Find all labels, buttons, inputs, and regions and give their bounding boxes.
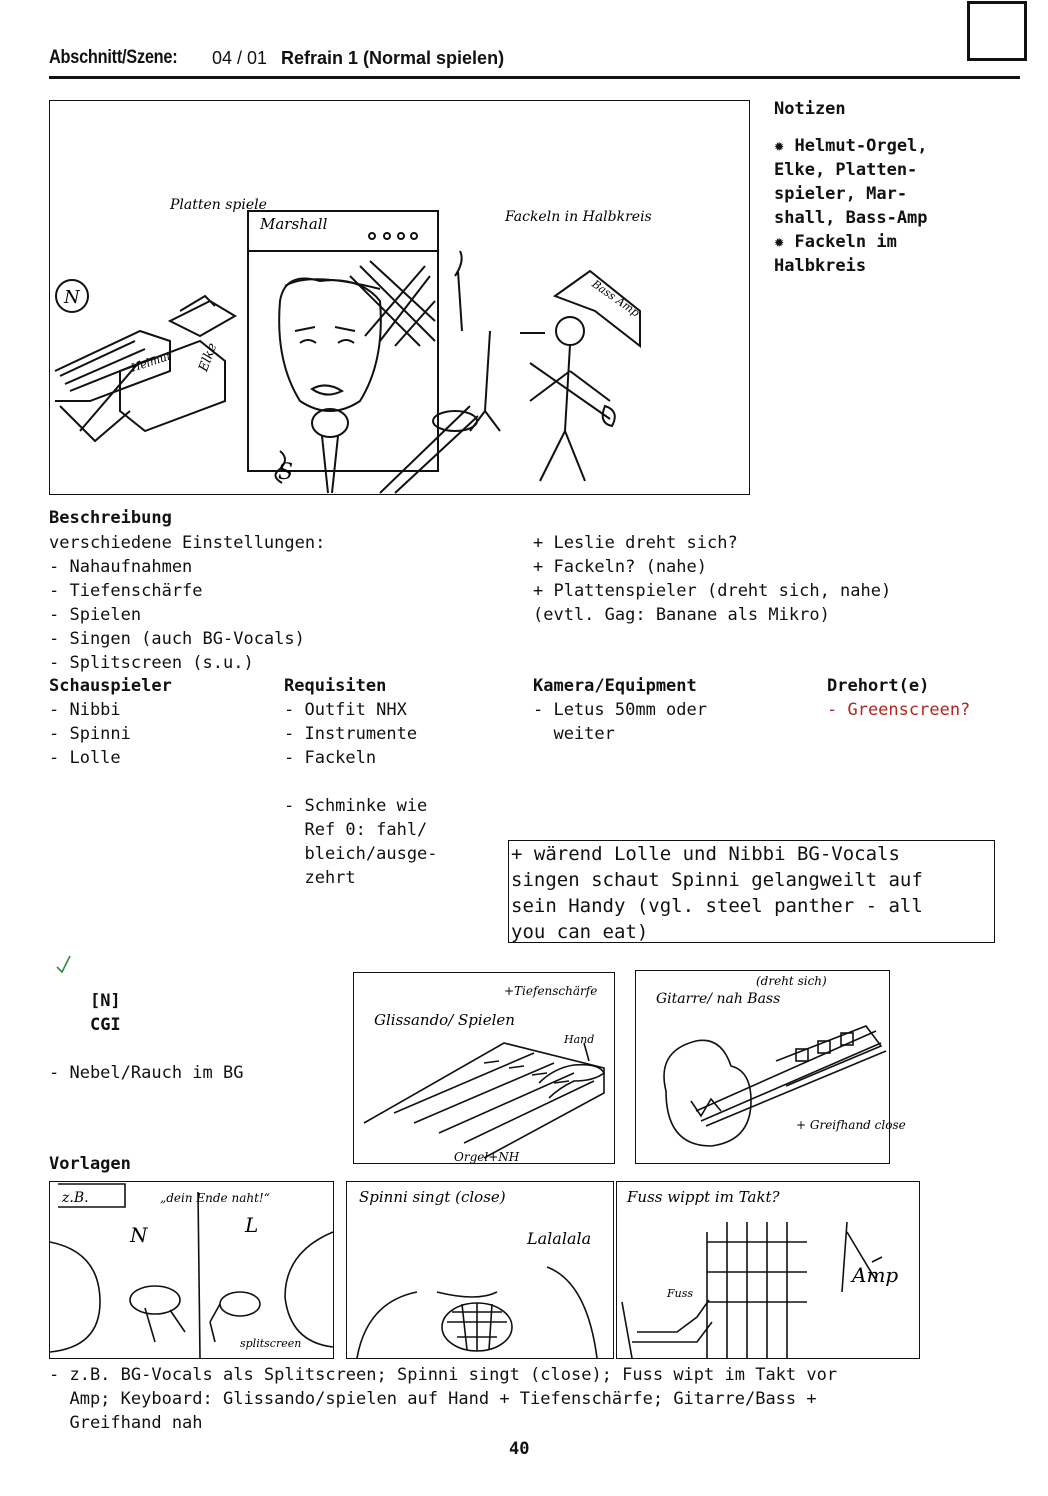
vorlagen-title: Vorlagen [49, 1154, 131, 1174]
splitscreen-sketch [49, 1181, 334, 1359]
beschreibung-line: + Fackeln? (nahe) [533, 557, 707, 577]
notizen-line: ✹ Fackeln im [774, 232, 897, 252]
cgi-item: - Nebel/Rauch im BG [49, 1063, 244, 1083]
beschreibung-line: + Plattenspieler (dreht sich, nahe) [533, 581, 892, 601]
beschreibung-line: - Splitscreen (s.u.) [49, 653, 254, 673]
beschreibung-line: - Nahaufnahmen [49, 557, 193, 577]
schauspieler-item: - Spinni [49, 724, 131, 744]
split-n-label: N [130, 1223, 148, 1247]
fuss-sketch [616, 1181, 920, 1359]
vorlagen-line: Greifhand nah [49, 1413, 203, 1433]
keyboard-tiefenschaerfe-label: +Tiefenschärfe [504, 984, 598, 998]
notizen-title: Notizen [774, 99, 846, 119]
label-marshall: Marshall [260, 215, 328, 233]
guitar-gitarre-label: Gitarre/ nah Bass [656, 991, 781, 1007]
corner-box [967, 1, 1027, 61]
beschreibung-right [533, 531, 891, 627]
scene-title: Refrain 1 (Normal spielen) [281, 48, 505, 68]
fuss-fuss-label: Fuss [667, 1287, 694, 1300]
vorlagen-text [49, 1363, 837, 1435]
label-elke: Elke [196, 341, 221, 374]
kamera-item: - Letus 50mm oder [533, 700, 707, 720]
beschreibung-line: - Singen (auch BG-Vocals) [49, 629, 305, 649]
schauspieler-column [49, 674, 172, 770]
beschreibung-line: - Spielen [49, 605, 142, 625]
beschreibung-left [49, 531, 325, 675]
scene-label: Abschnitt/Szene: [49, 47, 178, 68]
keyboard-orgel-label: Orgel+NH [454, 1150, 520, 1164]
guitar-dreht-label: (dreht sich) [756, 974, 827, 988]
keyboard-glissando-label: Glissando/ Spielen [374, 1011, 515, 1029]
keyboard-hand-label: Hand [564, 1033, 595, 1046]
keyboard-sketch [353, 972, 615, 1164]
notizen-line: spieler, Mar- [774, 184, 908, 204]
label-bass-amp: Bass Amp [589, 277, 642, 320]
notizen-line: Elke, Platten- [774, 160, 918, 180]
guitar-sketch [635, 970, 906, 1164]
vorlagen-line: Amp; Keyboard: Glissando/spielen auf Hand + Tiefenschärfe; Gitarre/Bass + [49, 1389, 817, 1409]
requisiten-item: - Schminke wie [284, 796, 428, 816]
label-fackeln: Fackeln in Halbkreis [505, 209, 652, 225]
notizen-line: Halbkreis [774, 256, 867, 276]
spinni-lalala-label: Lalalala [527, 1229, 592, 1248]
requisiten-item: bleich/ausge- [284, 844, 438, 864]
kamera-column [533, 674, 707, 746]
split-quote-label: „dein Ende naht!“ [160, 1191, 270, 1205]
schauspieler-item: - Nibbi [49, 700, 121, 720]
kamera-item: weiter [533, 724, 615, 744]
note-box [508, 840, 995, 943]
drehort-item: - Greenscreen? [827, 700, 971, 720]
label-helmut: Helmut [129, 349, 173, 375]
fuss-caption-label: Fuss wippt im Takt? [627, 1188, 780, 1206]
requisiten-title: Requisiten [284, 676, 387, 696]
schauspieler-title: Schauspieler [49, 676, 172, 696]
spinni-caption-label: Spinni singt (close) [359, 1188, 506, 1206]
spinni-sketch [346, 1181, 614, 1359]
guitar-greifhand-label: + Greifhand close [796, 1118, 906, 1132]
notizen-list [774, 134, 1034, 278]
scene-number: 04 / 01 [212, 48, 268, 68]
scene-header [49, 44, 1039, 74]
beschreibung-line: - Tiefenschärfe [49, 581, 203, 601]
beschreibung-title: Beschreibung [49, 508, 172, 528]
requisiten-item: Ref 0: fahl/ [284, 820, 428, 840]
cgi-section [49, 965, 243, 1085]
notizen-line: shall, Bass-Amp [774, 208, 928, 228]
beschreibung-line: verschiedene Einstellungen: [49, 533, 326, 553]
notizen-line: ✹ Helmut-Orgel, [774, 136, 928, 156]
requisiten-item: - Instrumente [284, 724, 418, 744]
requisiten-item [284, 770, 438, 794]
fuss-amp-label: Amp [852, 1263, 899, 1287]
requisiten-column [284, 674, 438, 890]
vorlagen-line: - z.B. BG-Vocals als Splitscreen; Spinni singt (close); Fuss wipt im Takt vor [49, 1365, 838, 1385]
label-plattenspieler: Platten spiele [170, 197, 267, 213]
beschreibung-line: + Leslie dreht sich? [533, 533, 738, 553]
page-number: 40 [509, 1439, 530, 1459]
requisiten-item: - Fackeln [284, 748, 377, 768]
main-storyboard-sketch [49, 100, 750, 495]
label-n: N [64, 287, 80, 308]
checkmark-icon [55, 955, 73, 975]
requisiten-item: - Outfit NHX [284, 700, 407, 720]
drehort-column [827, 674, 970, 722]
label-s: S [278, 460, 294, 485]
note-line: sein Handy (vgl. steel panther - all [511, 895, 923, 917]
requisiten-item: zehrt [284, 868, 356, 888]
note-line: + wärend Lolle und Nibbi BG-Vocals [511, 843, 900, 865]
kamera-title: Kamera/Equipment [533, 676, 697, 696]
cgi-title: CGI [89, 1015, 121, 1035]
beschreibung-line: (evtl. Gag: Banane als Mikro) [533, 605, 830, 625]
drehort-title: Drehort(e) [827, 676, 930, 696]
split-splitscreen-label: splitscreen [240, 1337, 302, 1350]
split-zb-label: z.B. [62, 1190, 89, 1206]
split-l-label: L [245, 1213, 259, 1237]
schauspieler-item: - Lolle [49, 748, 121, 768]
note-line: you can eat) [511, 921, 649, 943]
header-rule [49, 76, 1020, 79]
cgi-checkbox: [N] [89, 991, 121, 1011]
note-line: singen schaut Spinni gelangweilt auf [511, 869, 923, 891]
